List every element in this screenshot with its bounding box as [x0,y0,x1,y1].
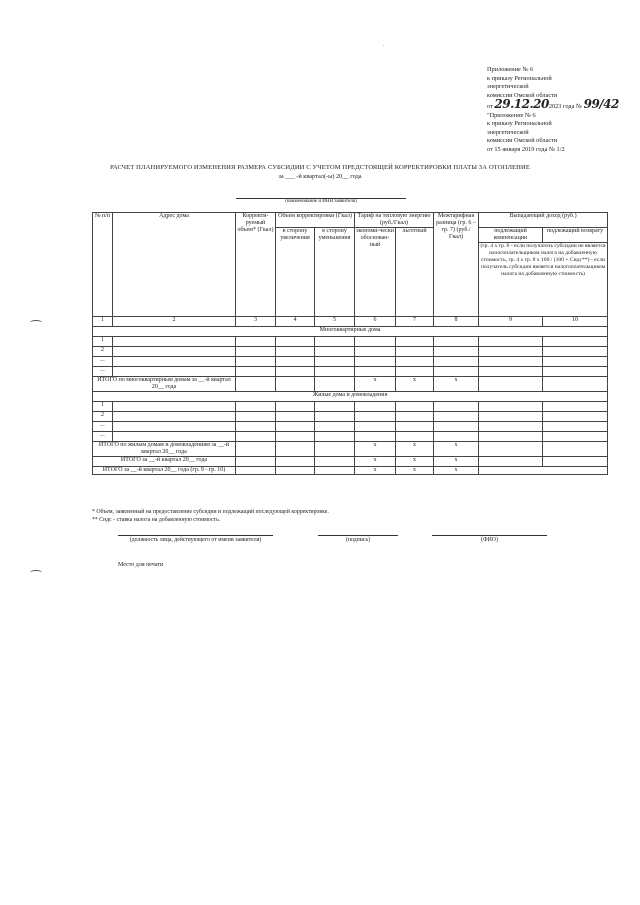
scan-dot: · [383,44,385,49]
position-caption: (должность лица, действующего от имени заявителя) [129,537,262,543]
appendix-line: комиссии Омской области [487,137,558,144]
section-houses: Жилые дома и домовладения [93,392,608,402]
col-vol-up-header: в сторону увеличения [276,228,315,317]
signature-line [118,535,273,536]
document-subtitle: за ___ -й квартал(-ы) 20__ года [278,173,362,180]
total-row: ИТОГО за __-й квартал 20__ года (гр. 9 - гр. 10) x x x [93,467,608,475]
total-row: ИТОГО по многоквартирным домам за __-й квартал 20__ года x x x [93,377,608,392]
margin-mark [30,570,42,575]
appendix-line: энергетической [487,83,529,90]
col-address-header: Адрес дома [113,213,236,317]
col-diff-header: Межтарифная разница (гр. 6 – гр. 7) (руб./Гкал) [434,213,479,317]
appendix-line: комиссии Омской области [487,91,558,99]
signature-caption: (подпись) [345,537,371,543]
document-title: РАСЧЕТ ПЛАНИРУЕМОГО ИЗМЕНЕНИЯ РАЗМЕРА СУБСИДИИ С УЧЕТОМ ПРЕДСТОЯЩЕЙ КОРРЕКТИРОВКИ ПЛАТЫ ЗА ОТОПЛЕНИЕ [110,164,530,171]
col-num-header: № п/п [93,213,113,317]
total-quarter-label: ИТОГО за __-й квартал 20__ года [93,457,236,467]
table-row: 1 [93,337,608,347]
total-row: ИТОГО по жилым домам и домовладениям за __-й квартал 20__ года x x x [93,442,608,457]
section-apartment-buildings: Многоквартирные дома [93,327,608,337]
col-vol-group-header: Объем корректировки (Гкал) [276,213,355,228]
appendix-line: от 15 января 2019 года № 1/2 [487,145,565,153]
table-row: 2 [93,347,608,357]
appendix-line: энергетической [487,128,529,136]
col-tariff-group-header: Тариф на тепловую энергию (руб./Гкал) [355,213,434,228]
signature-line [432,535,547,536]
margin-mark [30,320,42,325]
name-caption: (ФИО) [481,537,498,543]
appendix-header [487,66,627,154]
applicant-caption: (наименование и ИНН заявителя) [285,199,357,204]
footnote: * Объем, заявленный на предоставление субсидии и подлежащий последующей корректировке. [92,509,329,515]
subsidy-table [92,212,608,475]
header-row [93,213,608,228]
total-houses-label: ИТОГО по жилым домам и домовладениям за __-й квартал 20__ года [93,442,236,457]
col-payout-comp-header: подлежащий компенсации [479,228,543,243]
stamp-place: Место для печати [118,562,164,568]
col-payout-group-header: Выпадающий доход (руб.) [479,213,608,228]
table-row: ... [93,367,608,377]
appendix-line: к приказу Региональной [487,120,552,127]
signature-line [318,535,398,536]
table-row: 2 [93,412,608,422]
section-row [93,327,608,337]
column-number-row: 1 2 3 4 5 6 7 8 9 10 [93,317,608,327]
handwritten-date: 29.12.20 [494,97,549,111]
section-row [93,392,608,402]
total-row: ИТОГО за __-й квартал 20__ года x x x [93,457,608,467]
col-tariff-pref-header: льготный [396,228,434,317]
total-quarter-diff-label: ИТОГО за __-й квартал 20__ года (гр. 9 - гр. 10) [93,467,236,475]
footnote: ** Сндс - ставка налога на добавленную стоимость. [92,517,221,523]
appendix-order-line: от 29.12.202023 года № 99/42 [487,97,619,111]
table-row: ... [93,357,608,367]
col-corr-volume-header: Корректи-руемый объем* (Гкал) [236,213,276,317]
appendix-line: "Приложение № 6 [487,111,536,119]
table-row: ... [93,432,608,442]
total-apartment-label: ИТОГО по многоквартирным домам за __-й квартал 20__ года [93,377,236,392]
col-vol-down-header: в сторону уменьшения [315,228,355,317]
appendix-line: Приложение № 6 [487,66,534,73]
appendix-line: к приказу Региональной [487,74,552,82]
payout-formula: (гр. 4 х гр. 8 - если получатель субсидии не является налогоплательщиком налога на добавленную стоимость, гр. 4 х гр. 8 х 100 / (100 + Сндс**) - если получатель субсидии является налогоплательщиком налога на добавленную стоимость) [479,243,608,317]
handwritten-number: 99/42 [583,97,619,111]
col-payout-ret-header: подлежащий возврату [543,228,608,243]
table-row: 1 [93,402,608,412]
col-tariff-econ-header: экономи-чески обоснован-ный [355,228,396,317]
table-row: ... [93,422,608,432]
